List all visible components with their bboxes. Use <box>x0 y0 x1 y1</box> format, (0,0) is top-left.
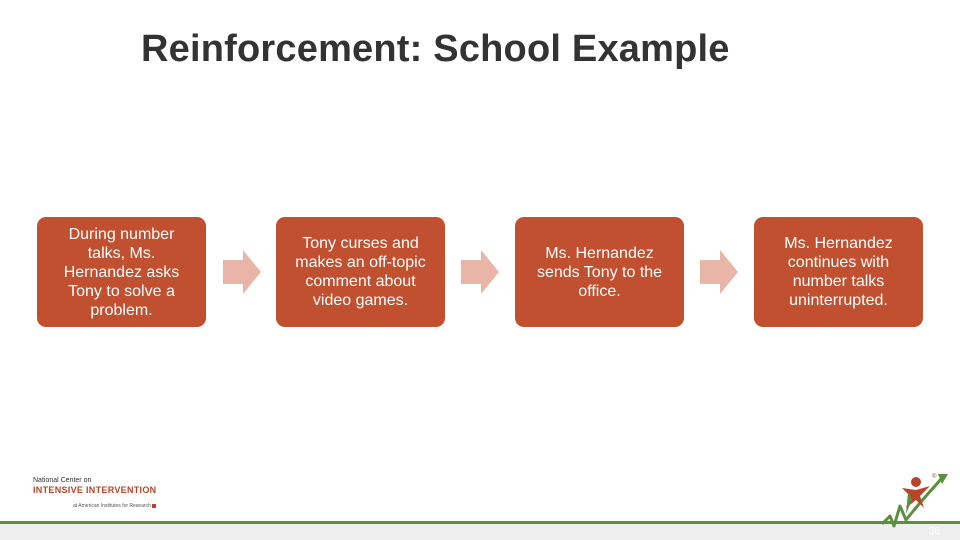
step-box-2 <box>276 217 445 327</box>
ncii-logo <box>33 477 213 513</box>
page-number: 36 <box>928 526 940 537</box>
right-arrow-icon <box>461 250 499 294</box>
svg-text:®: ® <box>932 474 937 480</box>
slide-title: Reinforcement: School Example <box>141 28 730 70</box>
step-text-2: Tony curses and makes an off-topic comment about video games. <box>295 235 426 309</box>
step-box-4 <box>754 217 923 327</box>
right-arrow-icon <box>223 250 261 294</box>
footer-line <box>0 521 960 524</box>
step-box-3 <box>515 217 684 327</box>
step-box-1 <box>37 217 206 327</box>
star-figure-icon <box>880 466 950 532</box>
logo-line-3 <box>73 503 156 509</box>
logo-line-3-text: at American Institutes for Research <box>73 503 151 509</box>
step-text-1: During number talks, Ms. Hernandez asks Tony to solve a problem. <box>63 225 180 319</box>
right-arrow-icon <box>700 250 738 294</box>
logo-line-2: INTENSIVE INTERVENTION <box>33 485 157 495</box>
logo-line-1: National Center on <box>33 477 92 484</box>
step-text-4: Ms. Hernandez continues with number talks uninterrupted. <box>784 235 893 309</box>
logo-square-icon <box>152 504 156 508</box>
step-text-3: Ms. Hernandez sends Tony to the office. <box>536 244 663 300</box>
